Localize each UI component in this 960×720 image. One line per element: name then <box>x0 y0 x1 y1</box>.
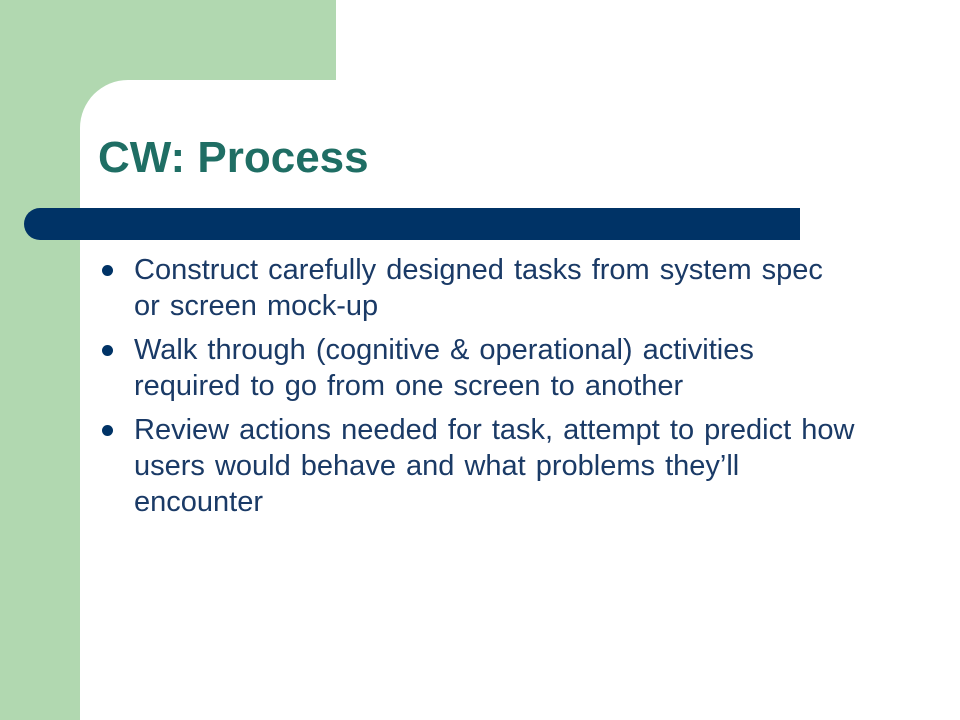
bullet-text: Construct carefully designed tasks from system spec or screen mock-up <box>134 254 823 322</box>
bullet-text: Review actions needed for task, attempt to predict how users would behave and what problems they’ll encounter <box>134 414 855 518</box>
bullet-item <box>96 412 856 520</box>
title-underline-bar <box>24 208 800 240</box>
decorative-green-left-band <box>0 0 80 720</box>
bullet-dot-icon <box>102 425 113 436</box>
bullet-list <box>96 252 856 528</box>
bullet-dot-icon <box>102 265 113 276</box>
slide-title: CW: Process <box>98 133 369 182</box>
bullet-item <box>96 332 856 404</box>
bullet-text: Walk through (cognitive & operational) activities required to go from one screen to another <box>134 334 754 402</box>
bullet-item <box>96 252 856 324</box>
bullet-dot-icon <box>102 345 113 356</box>
